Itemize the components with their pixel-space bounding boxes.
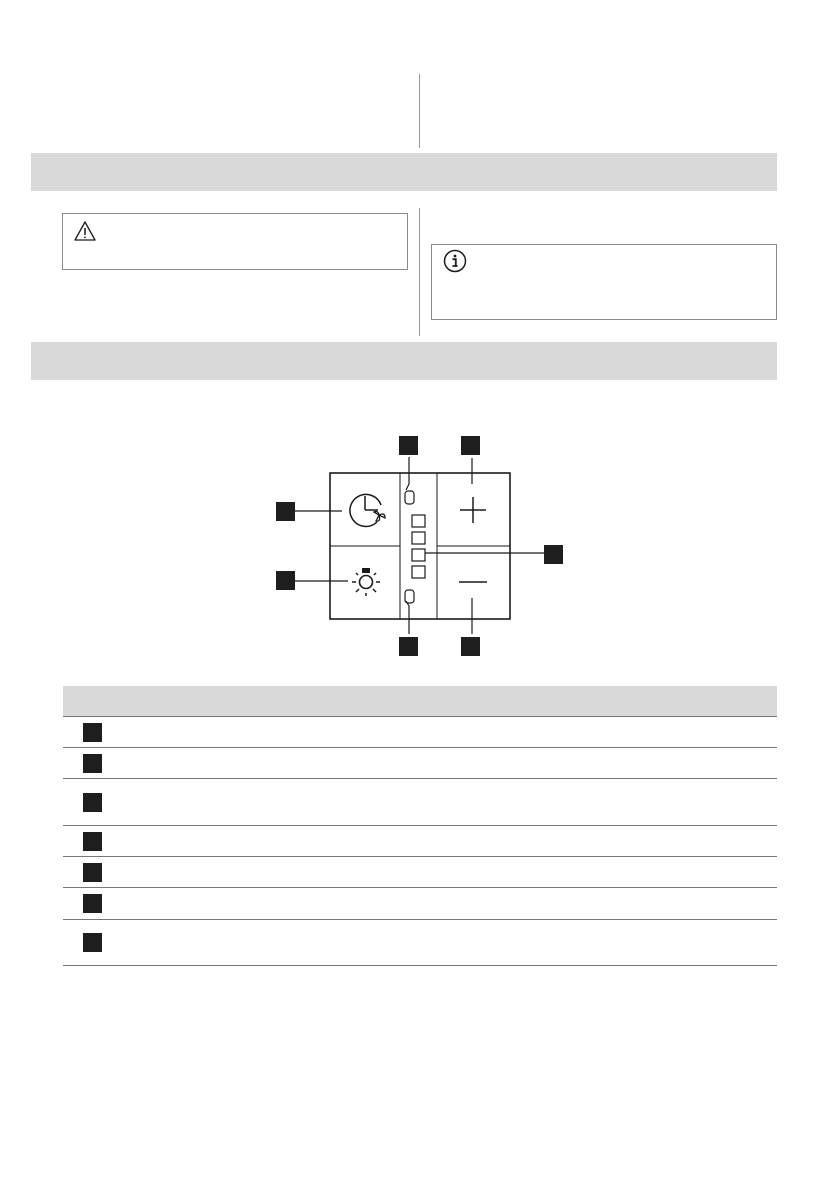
callout-marker [83, 793, 102, 812]
upper-indicator [405, 491, 414, 504]
control-panel-diagram [270, 430, 570, 660]
column-divider-top [419, 74, 420, 148]
fan-speed-indicator-1 [412, 515, 425, 527]
table-row [63, 779, 777, 826]
info-box [431, 244, 777, 320]
callout-marker [83, 832, 102, 851]
callout-marker [399, 637, 418, 656]
callout-marker [83, 754, 102, 773]
table-row [63, 888, 777, 920]
light-bulb-icon [352, 568, 380, 596]
callout-marker [544, 545, 563, 564]
callout-marker [461, 637, 480, 656]
table-row [63, 717, 777, 748]
fan-speed-indicator-2 [412, 532, 425, 544]
table-row [63, 857, 777, 888]
legend-table-header [63, 686, 777, 717]
callout-marker [461, 436, 480, 455]
legend-table [63, 686, 777, 966]
plus-icon [460, 497, 486, 523]
callout-marker [83, 863, 102, 882]
callout-marker [276, 502, 295, 521]
table-row [63, 748, 777, 779]
callout-marker [83, 723, 102, 742]
callout-marker [83, 894, 102, 913]
table-row [63, 920, 777, 966]
warning-box [62, 213, 408, 270]
warning-triangle-icon [74, 221, 96, 241]
callout-marker [399, 436, 418, 455]
callout-marker [276, 571, 295, 590]
column-divider-middle [419, 208, 420, 336]
timer-fan-icon [350, 494, 385, 526]
callout-marker [83, 933, 102, 952]
section-header-band-1 [31, 153, 777, 191]
info-icon [443, 249, 467, 273]
fan-speed-indicator-4 [412, 566, 425, 578]
fan-speed-indicator-3 [412, 549, 425, 561]
section-header-band-2 [31, 342, 777, 380]
table-row [63, 826, 777, 857]
